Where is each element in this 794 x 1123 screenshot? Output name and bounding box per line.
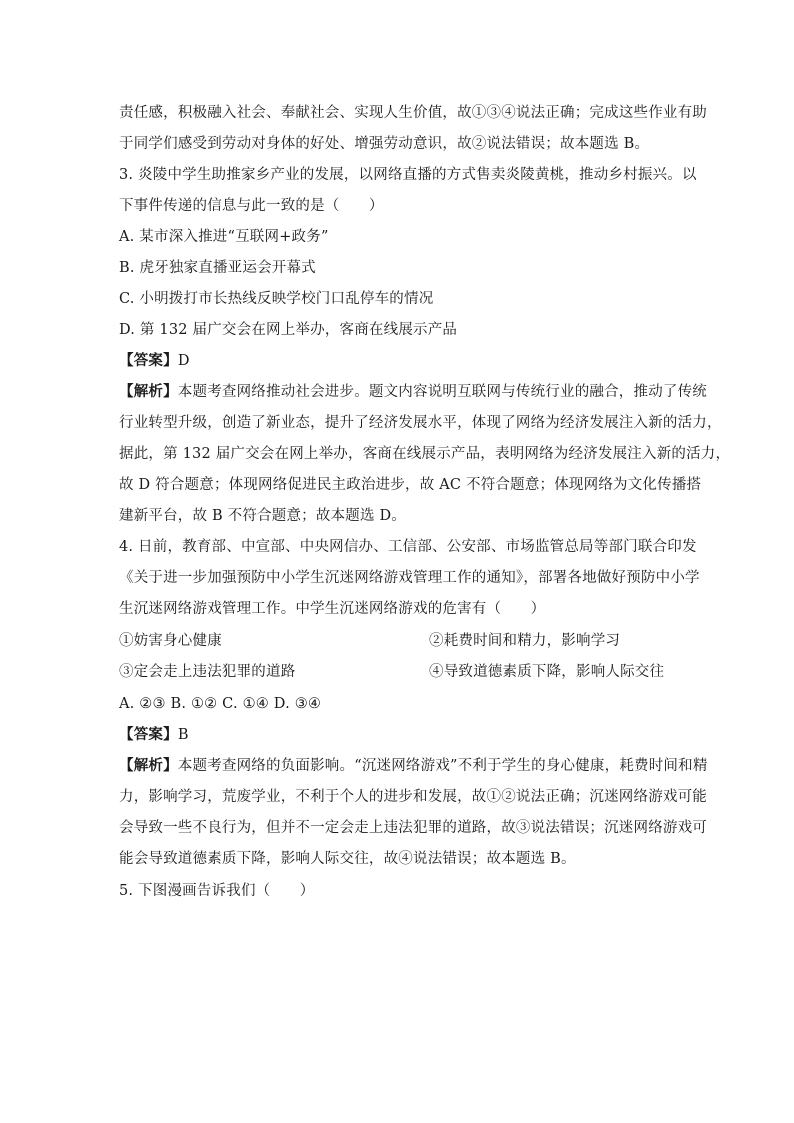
analysis-line xyxy=(119,382,707,402)
analysis-text: 本题考查网络的负面影响。“沉迷网络游戏”不利于学生的身心健康，耗费时间和精 xyxy=(177,758,708,774)
analysis-label: 【解析】 xyxy=(119,757,178,774)
option-c: C. 小明拨打市长热线反映学校门口乱停车的情况 xyxy=(119,291,434,307)
question-4-stem: 4. 日前，教育部、中宣部、中央网信办、工信部、公安部、市场监管总局等部门联合印发 xyxy=(119,539,697,555)
question-4-stem: 生沉迷网络游戏管理工作。中学生沉迷网络游戏的危害有（ ） xyxy=(119,601,546,617)
analysis-line: 建新平台，故 B 不符合题意；故本题选 D。 xyxy=(119,508,407,524)
analysis-line: 能会导致道德素质下降，影响人际交往，故④说法错误；故本题选 B。 xyxy=(119,851,576,867)
answer-label: 【答案】 xyxy=(119,352,178,369)
statement-4: ④导致道德素质下降，影响人际交往 xyxy=(429,664,665,680)
question-4-stem: 《关于进一步加强预防中小学生沉迷网络游戏管理工作的通知》，部署各地做好预防中小学 xyxy=(119,570,700,586)
analysis-line xyxy=(119,756,708,776)
option-b: B. 虎牙独家直播亚运会开幕式 xyxy=(119,260,316,276)
analysis-line: 行业转型升级，创造了新业态，提升了经济发展水平，体现了网络为经济发展注入新的活力， xyxy=(119,415,722,431)
analysis-line: 故 D 符合题意；体现网络促进民主政治进步，故 AC 不符合题意；体现网络为文化传播搭 xyxy=(119,477,702,493)
statement-3: ③定会走上违法犯罪的道路 xyxy=(119,664,296,680)
option-d: D. 第 132 届广交会在网上举办，客商在线展示产品 xyxy=(119,322,458,338)
choices-line: A. ②③ B. ①② C. ①④ D. ③④ xyxy=(119,696,322,712)
answer-value: B xyxy=(177,727,189,743)
statement-row xyxy=(119,631,621,651)
question-3-stem: 3. 炎陵中学生助推家乡产业的发展，以网络直播的方式售卖炎陵黄桃，推动乡村振兴。以 xyxy=(119,167,697,183)
analysis-line: 力，影响学习，荒废学业，不利于个人的进步和发展，故①②说法正确；沉迷网络游戏可能 xyxy=(119,789,707,805)
answer-label: 【答案】 xyxy=(119,726,178,743)
answer-line xyxy=(119,351,190,371)
analysis-line: 据此，第 132 届广交会在网上举办，客商在线展示产品，表明网络为经济发展注入新的活力， xyxy=(119,446,731,462)
option-a: A. 某市深入推进“互联网+政务” xyxy=(119,229,329,245)
answer-value: D xyxy=(177,353,190,369)
statement-1: ①妨害身心健康 xyxy=(119,633,222,649)
answer-line xyxy=(119,725,189,745)
analysis-line: 会导致一些不良行为，但并不一定会走上违法犯罪的道路，故③说法错误；沉迷网络游戏可 xyxy=(119,820,707,836)
analysis-label: 【解析】 xyxy=(119,383,178,400)
statement-2: ②耗费时间和精力，影响学习 xyxy=(429,633,621,649)
question-5-stem: 5. 下图漫画告诉我们（ ） xyxy=(119,883,315,899)
paragraph-line: 责任感，积极融入社会、奉献社会、实现人生价值，故①③④说法正确；完成这些作业有助 xyxy=(119,105,707,121)
paragraph-line: 于同学们感受到劳动对身体的好处、增强劳动意识，故②说法错误；故本题选 B。 xyxy=(119,136,650,152)
statement-row xyxy=(119,662,665,682)
question-3-stem: 下事件传递的信息与此一致的是（ ） xyxy=(119,198,384,214)
analysis-text: 本题考查网络推动社会进步。题文内容说明互联网与传统行业的融合，推动了传统 xyxy=(177,384,708,400)
